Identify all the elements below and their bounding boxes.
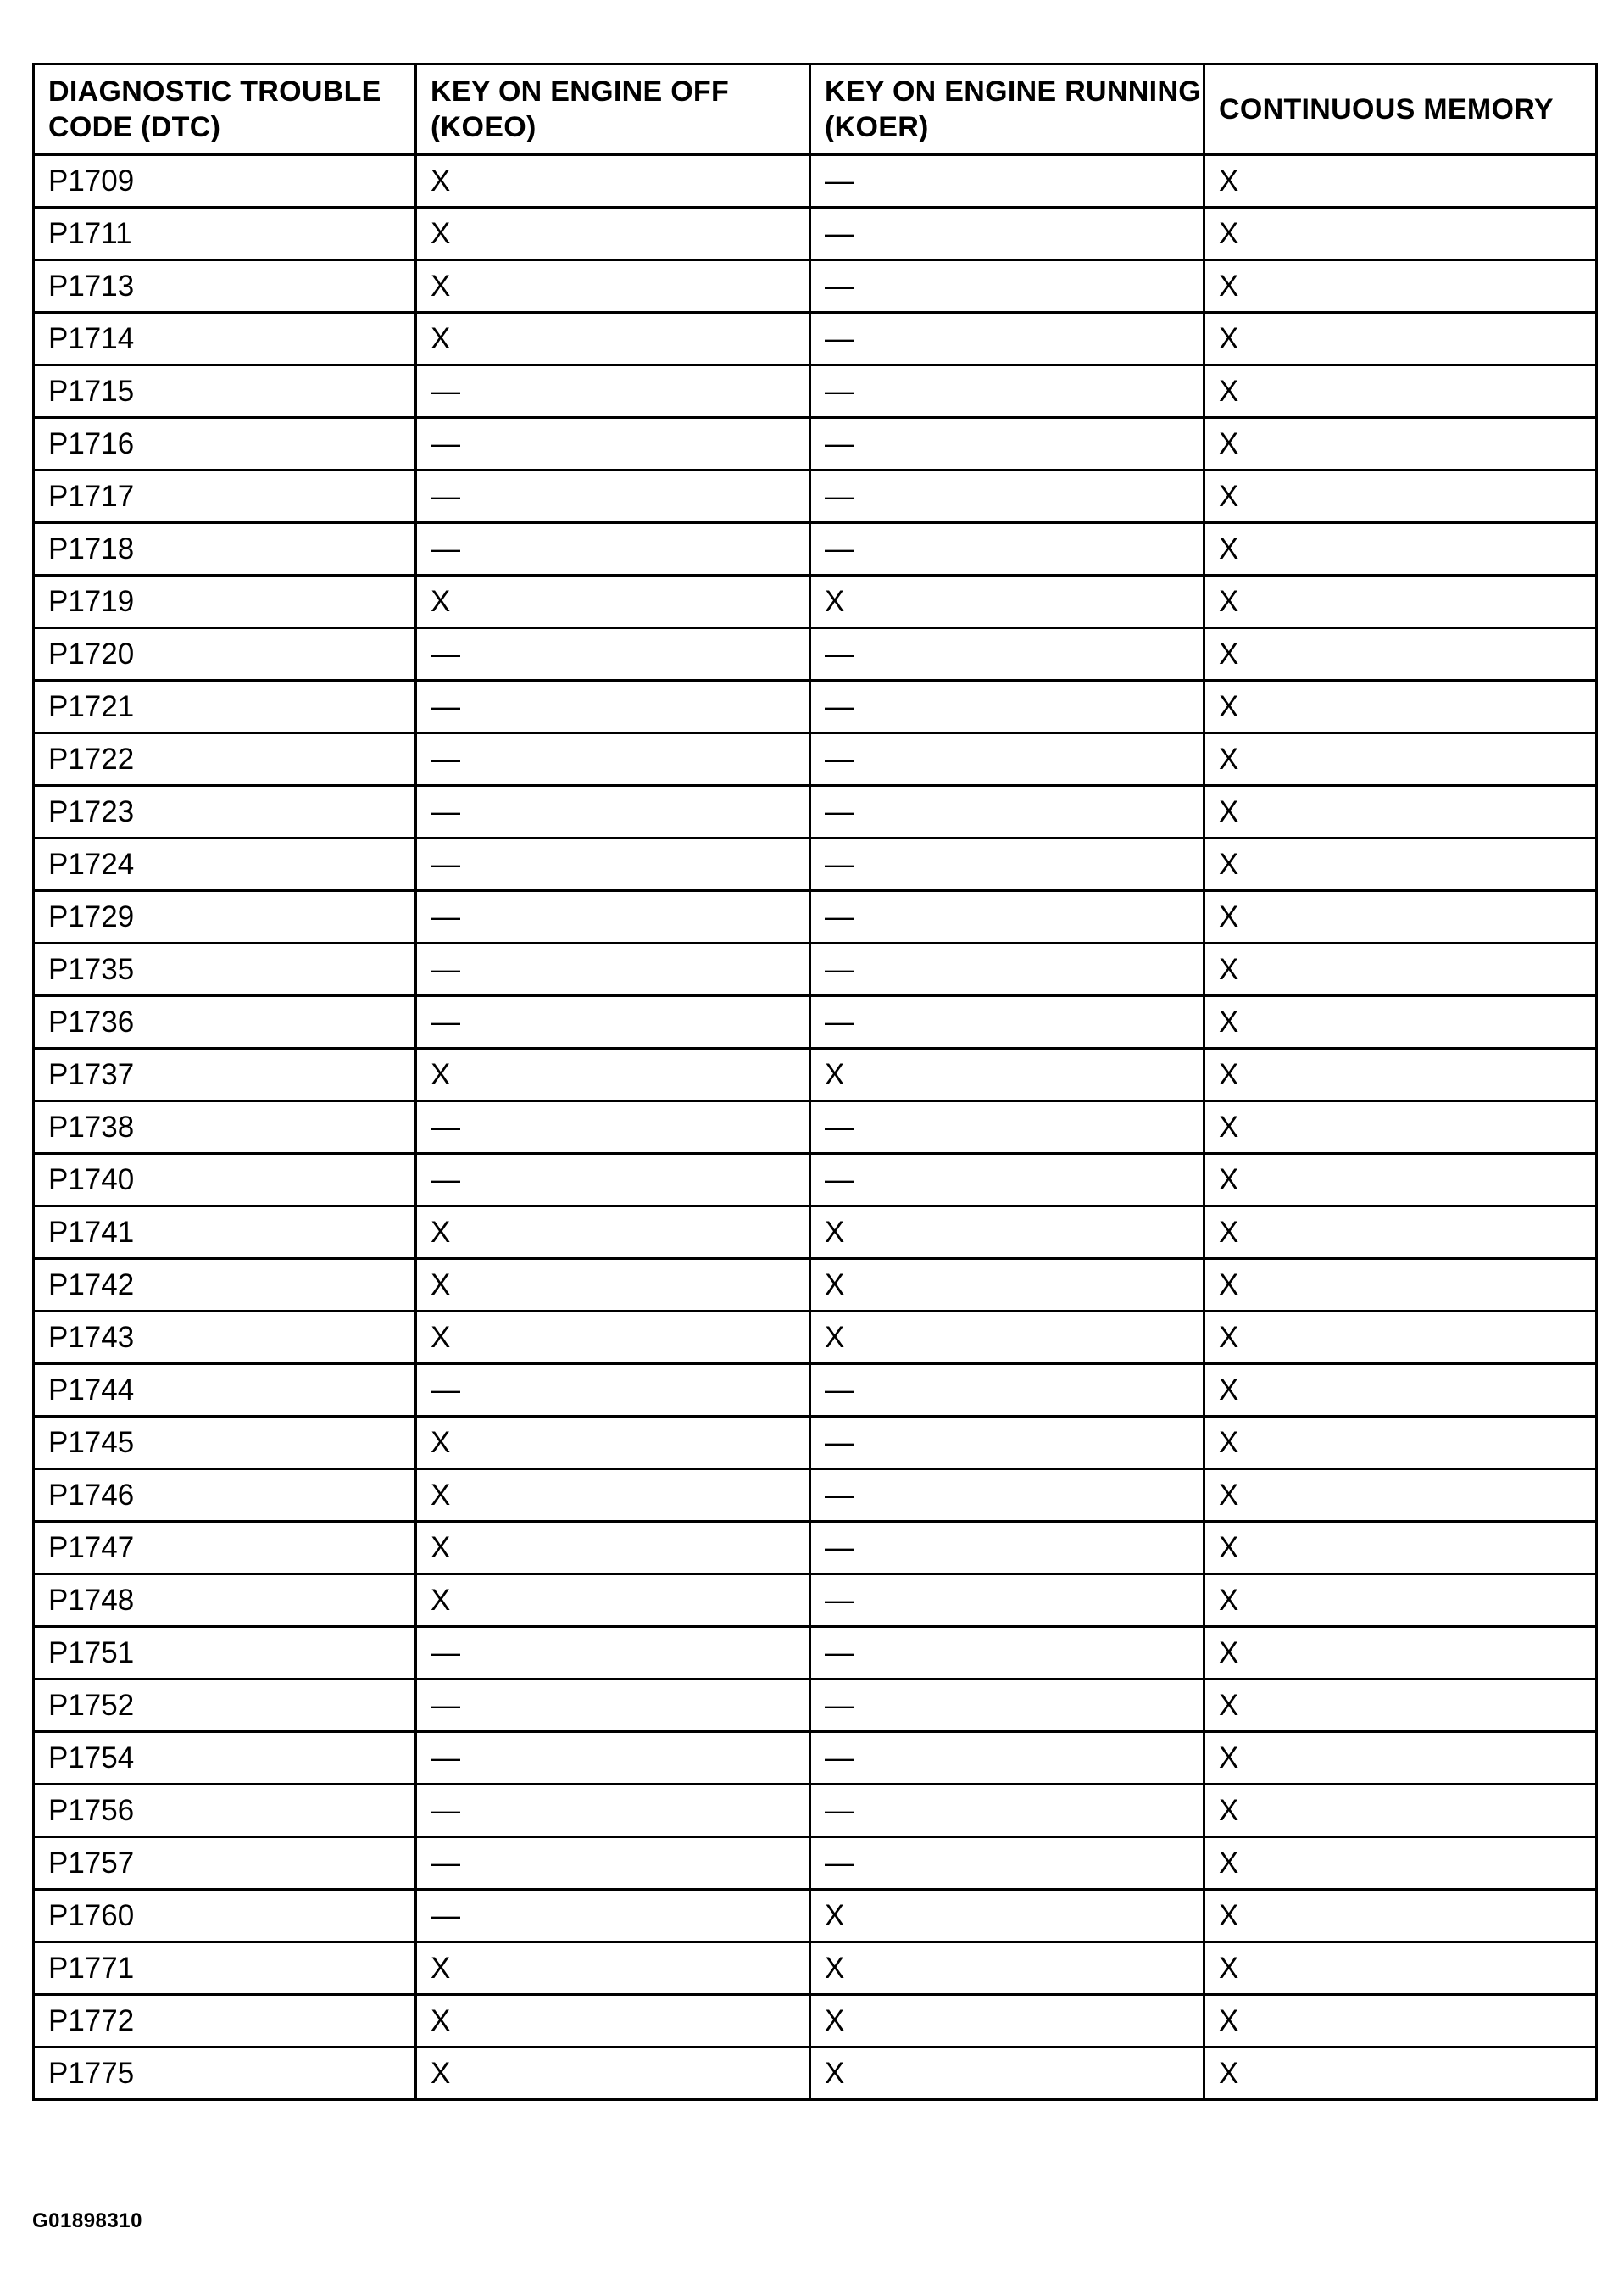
- header-row: [34, 64, 1597, 155]
- koeo-cell: —: [416, 1627, 810, 1680]
- koeo-cell: —: [416, 365, 810, 418]
- table-row: [34, 523, 1597, 576]
- dtc-code-cell: P1744: [34, 1364, 416, 1417]
- koeo-cell: —: [416, 628, 810, 681]
- dtc-code-cell: P1747: [34, 1522, 416, 1574]
- continuous-memory-cell: X: [1204, 260, 1597, 313]
- continuous-memory-cell: X: [1204, 1574, 1597, 1627]
- koeo-cell: —: [416, 1890, 810, 1942]
- koeo-cell: —: [416, 1732, 810, 1785]
- koer-cell: X: [810, 1206, 1204, 1259]
- continuous-memory-cell: X: [1204, 2047, 1597, 2100]
- table-row: [34, 786, 1597, 838]
- dtc-code-cell: P1719: [34, 576, 416, 628]
- table-row: [34, 1206, 1597, 1259]
- koeo-cell: X: [416, 260, 810, 313]
- continuous-memory-cell: X: [1204, 786, 1597, 838]
- dtc-code-cell: P1771: [34, 1942, 416, 1995]
- koer-cell: —: [810, 1574, 1204, 1627]
- table-row: [34, 1995, 1597, 2047]
- continuous-memory-cell: X: [1204, 1522, 1597, 1574]
- koer-cell: —: [810, 523, 1204, 576]
- koeo-cell: —: [416, 1680, 810, 1732]
- table-row: [34, 1890, 1597, 1942]
- table-row: [34, 1522, 1597, 1574]
- table-row: [34, 838, 1597, 891]
- continuous-memory-cell: X: [1204, 313, 1597, 365]
- koer-cell: —: [810, 1154, 1204, 1206]
- table-row: [34, 1469, 1597, 1522]
- koeo-cell: X: [416, 1942, 810, 1995]
- koer-cell: —: [810, 365, 1204, 418]
- continuous-memory-cell: X: [1204, 418, 1597, 471]
- header-continuous-memory: CONTINUOUS MEMORY: [1204, 64, 1597, 155]
- koeo-cell: X: [416, 313, 810, 365]
- koeo-cell: —: [416, 681, 810, 733]
- koeo-cell: X: [416, 208, 810, 260]
- koer-cell: —: [810, 155, 1204, 208]
- continuous-memory-cell: X: [1204, 471, 1597, 523]
- koer-cell: —: [810, 1101, 1204, 1154]
- continuous-memory-cell: X: [1204, 1364, 1597, 1417]
- koeo-cell: X: [416, 1574, 810, 1627]
- table-row: [34, 1154, 1597, 1206]
- koeo-cell: X: [416, 1522, 810, 1574]
- dtc-code-cell: P1713: [34, 260, 416, 313]
- table-row: [34, 628, 1597, 681]
- continuous-memory-cell: X: [1204, 1785, 1597, 1837]
- dtc-code-cell: P1740: [34, 1154, 416, 1206]
- dtc-code-cell: P1746: [34, 1469, 416, 1522]
- koeo-cell: —: [416, 523, 810, 576]
- continuous-memory-cell: X: [1204, 733, 1597, 786]
- dtc-code-cell: P1745: [34, 1417, 416, 1469]
- table-row: [34, 996, 1597, 1049]
- table-row: [34, 681, 1597, 733]
- koeo-cell: X: [416, 2047, 810, 2100]
- koer-cell: —: [810, 1522, 1204, 1574]
- continuous-memory-cell: X: [1204, 1049, 1597, 1101]
- koeo-cell: —: [416, 1364, 810, 1417]
- continuous-memory-cell: X: [1204, 1837, 1597, 1890]
- table-row: [34, 1680, 1597, 1732]
- koer-cell: —: [810, 1469, 1204, 1522]
- continuous-memory-cell: X: [1204, 1890, 1597, 1942]
- table-row: [34, 418, 1597, 471]
- koer-cell: —: [810, 260, 1204, 313]
- koer-cell: —: [810, 1417, 1204, 1469]
- koer-cell: —: [810, 1732, 1204, 1785]
- dtc-code-cell: P1756: [34, 1785, 416, 1837]
- koer-cell: —: [810, 208, 1204, 260]
- dtc-code-cell: P1752: [34, 1680, 416, 1732]
- table-row: [34, 1732, 1597, 1785]
- koer-cell: —: [810, 1837, 1204, 1890]
- koer-cell: X: [810, 1942, 1204, 1995]
- koer-cell: X: [810, 1890, 1204, 1942]
- dtc-code-cell: P1736: [34, 996, 416, 1049]
- koer-cell: —: [810, 1627, 1204, 1680]
- dtc-code-cell: P1714: [34, 313, 416, 365]
- koer-cell: X: [810, 1259, 1204, 1312]
- continuous-memory-cell: X: [1204, 996, 1597, 1049]
- dtc-code-cell: P1723: [34, 786, 416, 838]
- koeo-cell: —: [416, 996, 810, 1049]
- dtc-code-cell: P1738: [34, 1101, 416, 1154]
- dtc-code-cell: P1717: [34, 471, 416, 523]
- header-koer: KEY ON ENGINE RUNNING (KOER): [810, 64, 1204, 155]
- continuous-memory-cell: X: [1204, 1942, 1597, 1995]
- table-row: [34, 471, 1597, 523]
- table-row: [34, 733, 1597, 786]
- koer-cell: —: [810, 681, 1204, 733]
- dtc-code-cell: P1724: [34, 838, 416, 891]
- table-row: [34, 208, 1597, 260]
- dtc-code-cell: P1711: [34, 208, 416, 260]
- dtc-code-cell: P1720: [34, 628, 416, 681]
- koer-cell: X: [810, 1312, 1204, 1364]
- koeo-cell: —: [416, 1101, 810, 1154]
- koeo-cell: —: [416, 891, 810, 944]
- koer-cell: —: [810, 1680, 1204, 1732]
- koer-cell: X: [810, 2047, 1204, 2100]
- continuous-memory-cell: X: [1204, 681, 1597, 733]
- header-koeo: KEY ON ENGINE OFF (KOEO): [416, 64, 810, 155]
- continuous-memory-cell: X: [1204, 1259, 1597, 1312]
- table-row: [34, 891, 1597, 944]
- dtc-code-cell: P1751: [34, 1627, 416, 1680]
- continuous-memory-cell: X: [1204, 155, 1597, 208]
- koer-cell: X: [810, 1049, 1204, 1101]
- dtc-table: [32, 63, 1598, 2101]
- continuous-memory-cell: X: [1204, 1627, 1597, 1680]
- table-header: [34, 64, 1597, 155]
- koer-cell: —: [810, 471, 1204, 523]
- koeo-cell: X: [416, 1469, 810, 1522]
- dtc-code-cell: P1748: [34, 1574, 416, 1627]
- koer-cell: X: [810, 1995, 1204, 2047]
- dtc-code-cell: P1741: [34, 1206, 416, 1259]
- dtc-code-cell: P1716: [34, 418, 416, 471]
- koer-cell: —: [810, 1364, 1204, 1417]
- dtc-code-cell: P1721: [34, 681, 416, 733]
- table-row: [34, 1364, 1597, 1417]
- table-row: [34, 1049, 1597, 1101]
- koer-cell: —: [810, 838, 1204, 891]
- koer-cell: —: [810, 733, 1204, 786]
- table-row: [34, 1417, 1597, 1469]
- dtc-code-cell: P1754: [34, 1732, 416, 1785]
- header-dtc: DIAGNOSTIC TROUBLE CODE (DTC): [34, 64, 416, 155]
- table-row: [34, 155, 1597, 208]
- koer-cell: —: [810, 628, 1204, 681]
- continuous-memory-cell: X: [1204, 1206, 1597, 1259]
- koeo-cell: —: [416, 1837, 810, 1890]
- continuous-memory-cell: X: [1204, 944, 1597, 996]
- continuous-memory-cell: X: [1204, 1469, 1597, 1522]
- table-row: [34, 576, 1597, 628]
- table-row: [34, 944, 1597, 996]
- koeo-cell: —: [416, 944, 810, 996]
- continuous-memory-cell: X: [1204, 1680, 1597, 1732]
- table-row: [34, 365, 1597, 418]
- koeo-cell: —: [416, 838, 810, 891]
- table-body: [34, 155, 1597, 2100]
- koer-cell: —: [810, 891, 1204, 944]
- table-row: [34, 1785, 1597, 1837]
- continuous-memory-cell: X: [1204, 1417, 1597, 1469]
- continuous-memory-cell: X: [1204, 208, 1597, 260]
- dtc-code-cell: P1735: [34, 944, 416, 996]
- continuous-memory-cell: X: [1204, 1732, 1597, 1785]
- dtc-code-cell: P1775: [34, 2047, 416, 2100]
- koer-cell: —: [810, 313, 1204, 365]
- koer-cell: —: [810, 418, 1204, 471]
- koeo-cell: —: [416, 733, 810, 786]
- koeo-cell: —: [416, 418, 810, 471]
- koeo-cell: X: [416, 155, 810, 208]
- continuous-memory-cell: X: [1204, 1312, 1597, 1364]
- koeo-cell: X: [416, 1259, 810, 1312]
- dtc-code-cell: P1729: [34, 891, 416, 944]
- table-row: [34, 1837, 1597, 1890]
- dtc-code-cell: P1715: [34, 365, 416, 418]
- koeo-cell: —: [416, 471, 810, 523]
- table-row: [34, 2047, 1597, 2100]
- continuous-memory-cell: X: [1204, 523, 1597, 576]
- continuous-memory-cell: X: [1204, 891, 1597, 944]
- koer-cell: X: [810, 576, 1204, 628]
- table-row: [34, 313, 1597, 365]
- table-row: [34, 1942, 1597, 1995]
- koer-cell: —: [810, 996, 1204, 1049]
- dtc-code-cell: P1760: [34, 1890, 416, 1942]
- koeo-cell: —: [416, 1154, 810, 1206]
- koer-cell: —: [810, 1785, 1204, 1837]
- continuous-memory-cell: X: [1204, 1101, 1597, 1154]
- dtc-code-cell: P1772: [34, 1995, 416, 2047]
- koer-cell: —: [810, 786, 1204, 838]
- dtc-code-cell: P1722: [34, 733, 416, 786]
- koeo-cell: X: [416, 1206, 810, 1259]
- dtc-code-cell: P1709: [34, 155, 416, 208]
- dtc-code-cell: P1718: [34, 523, 416, 576]
- table-row: [34, 1259, 1597, 1312]
- koeo-cell: —: [416, 1785, 810, 1837]
- koeo-cell: X: [416, 576, 810, 628]
- continuous-memory-cell: X: [1204, 1154, 1597, 1206]
- koeo-cell: X: [416, 1312, 810, 1364]
- koeo-cell: X: [416, 1049, 810, 1101]
- continuous-memory-cell: X: [1204, 1995, 1597, 2047]
- dtc-code-cell: P1742: [34, 1259, 416, 1312]
- table-row: [34, 1312, 1597, 1364]
- koer-cell: —: [810, 944, 1204, 996]
- table-row: [34, 1574, 1597, 1627]
- table-row: [34, 1627, 1597, 1680]
- continuous-memory-cell: X: [1204, 838, 1597, 891]
- continuous-memory-cell: X: [1204, 576, 1597, 628]
- dtc-code-cell: P1737: [34, 1049, 416, 1101]
- continuous-memory-cell: X: [1204, 628, 1597, 681]
- dtc-code-cell: P1757: [34, 1837, 416, 1890]
- dtc-code-cell: P1743: [34, 1312, 416, 1364]
- table-row: [34, 1101, 1597, 1154]
- table-row: [34, 260, 1597, 313]
- continuous-memory-cell: X: [1204, 365, 1597, 418]
- koeo-cell: —: [416, 786, 810, 838]
- figure-id: G01898310: [32, 2209, 142, 2232]
- koeo-cell: X: [416, 1995, 810, 2047]
- koeo-cell: X: [416, 1417, 810, 1469]
